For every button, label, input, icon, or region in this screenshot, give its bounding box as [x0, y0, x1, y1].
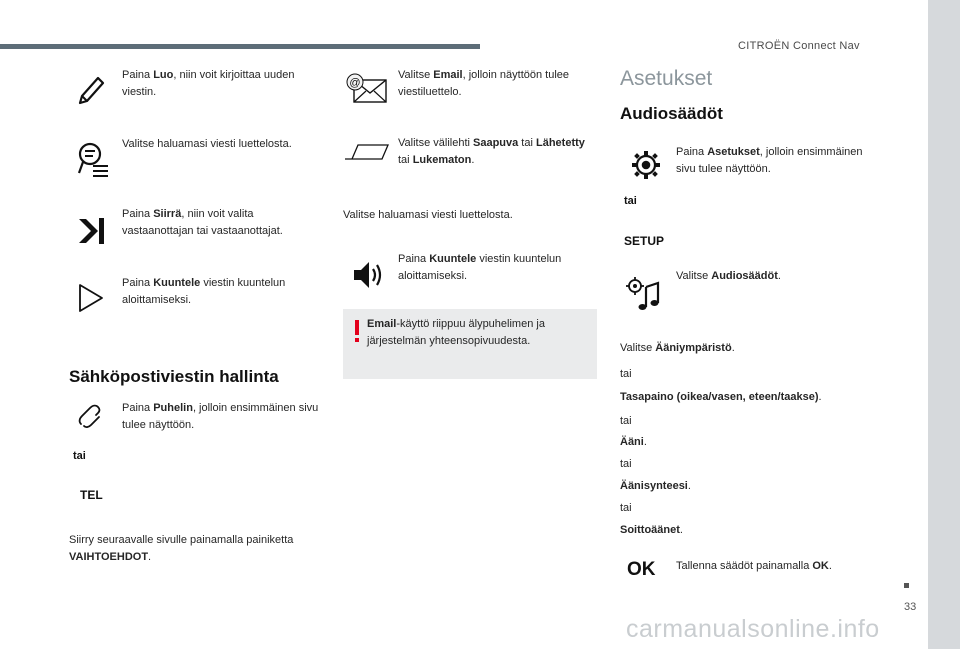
forward-instruction: Paina Siirrä, niin voit valita vastaanottajan tai vastaanottajat. — [122, 208, 283, 237]
email-management-heading: Sähköpostiviestin hallinta — [69, 367, 279, 386]
next-page-instruction: Siirry seuraavalle sivulle painamalla painiketta VAIHTOEHDOT. — [69, 534, 294, 563]
option-environment: Valitse Ääniympäristö. — [620, 342, 735, 354]
listen-instruction-left: Paina Kuuntele viestin kuuntelun aloittamiseksi. — [122, 277, 286, 306]
top-rule — [0, 44, 480, 49]
phone-instruction: Paina Puhelin, jolloin ensimmäinen sivu tulee näyttöön. — [122, 402, 319, 431]
or-text: tai — [620, 502, 632, 514]
side-strip — [928, 0, 960, 649]
option-voice-synthesis: Äänisynteesi. — [620, 480, 691, 492]
message-list-icon — [76, 140, 110, 178]
email-instruction: Valitse Email, jolloin näyttöön tulee viestiluettelo. — [398, 69, 570, 98]
email-icon — [346, 72, 388, 104]
or-text: tai — [620, 458, 632, 470]
watermark: carmanualsonline.info — [626, 615, 880, 643]
gear-icon — [631, 150, 661, 180]
option-ringtones: Soittoäänet. — [620, 524, 683, 536]
forward-icon — [76, 216, 106, 246]
compatibility-note-text: Email-käyttö riippuu älypuhelimen ja järjestelmän yhteensopivuudesta. — [367, 318, 545, 347]
svg-text:@: @ — [349, 77, 361, 89]
create-instruction: Paina Luo, niin voit kirjoittaa uuden viestin. — [122, 69, 295, 98]
or-label-right: tai — [624, 195, 637, 207]
option-balance: Tasapaino (oikea/vasen, eteen/taakse). — [620, 391, 822, 403]
audio-settings-subtitle: Audiosäädöt — [620, 104, 723, 123]
warning-icon — [354, 320, 360, 342]
settings-instruction: Paina Asetukset, jolloin ensimmäinen sivu tulee näyttöön. — [676, 146, 863, 175]
speaker-icon — [352, 259, 386, 291]
listen-instruction-mid: Paina Kuuntele viestin kuuntelun aloittamiseksi. — [398, 253, 562, 282]
tel-button-label: TEL — [80, 488, 103, 502]
page-number: 33 — [904, 601, 917, 613]
phone-icon — [77, 403, 103, 429]
select-message-text: Valitse haluamasi viesti luettelosta. — [122, 138, 292, 150]
select-message-text-mid: Valitse haluamasi viesti luettelosta. — [343, 209, 513, 221]
save-instruction: Tallenna säädöt painamalla OK. — [676, 560, 832, 572]
option-sound: Ääni. — [620, 436, 647, 448]
tab-instruction: Valitse välilehti Saapuva tai Lähetetty tai Lukematon. — [398, 137, 585, 166]
or-label-left: tai — [73, 450, 86, 462]
or-text: tai — [620, 368, 632, 380]
setup-button-label: SETUP — [624, 234, 665, 248]
audio-settings-icon — [624, 275, 662, 313]
or-text: tai — [620, 415, 632, 427]
tab-icon — [344, 143, 390, 161]
page-header: CITROËN Connect Nav — [738, 40, 860, 52]
audio-settings-instruction: Valitse Audiosäädöt. — [676, 270, 781, 282]
settings-title: Asetukset — [620, 67, 713, 90]
continuation-marker — [904, 583, 909, 588]
pencil-icon — [76, 72, 106, 108]
play-icon — [78, 283, 104, 313]
ok-button-label: OK — [627, 559, 656, 580]
